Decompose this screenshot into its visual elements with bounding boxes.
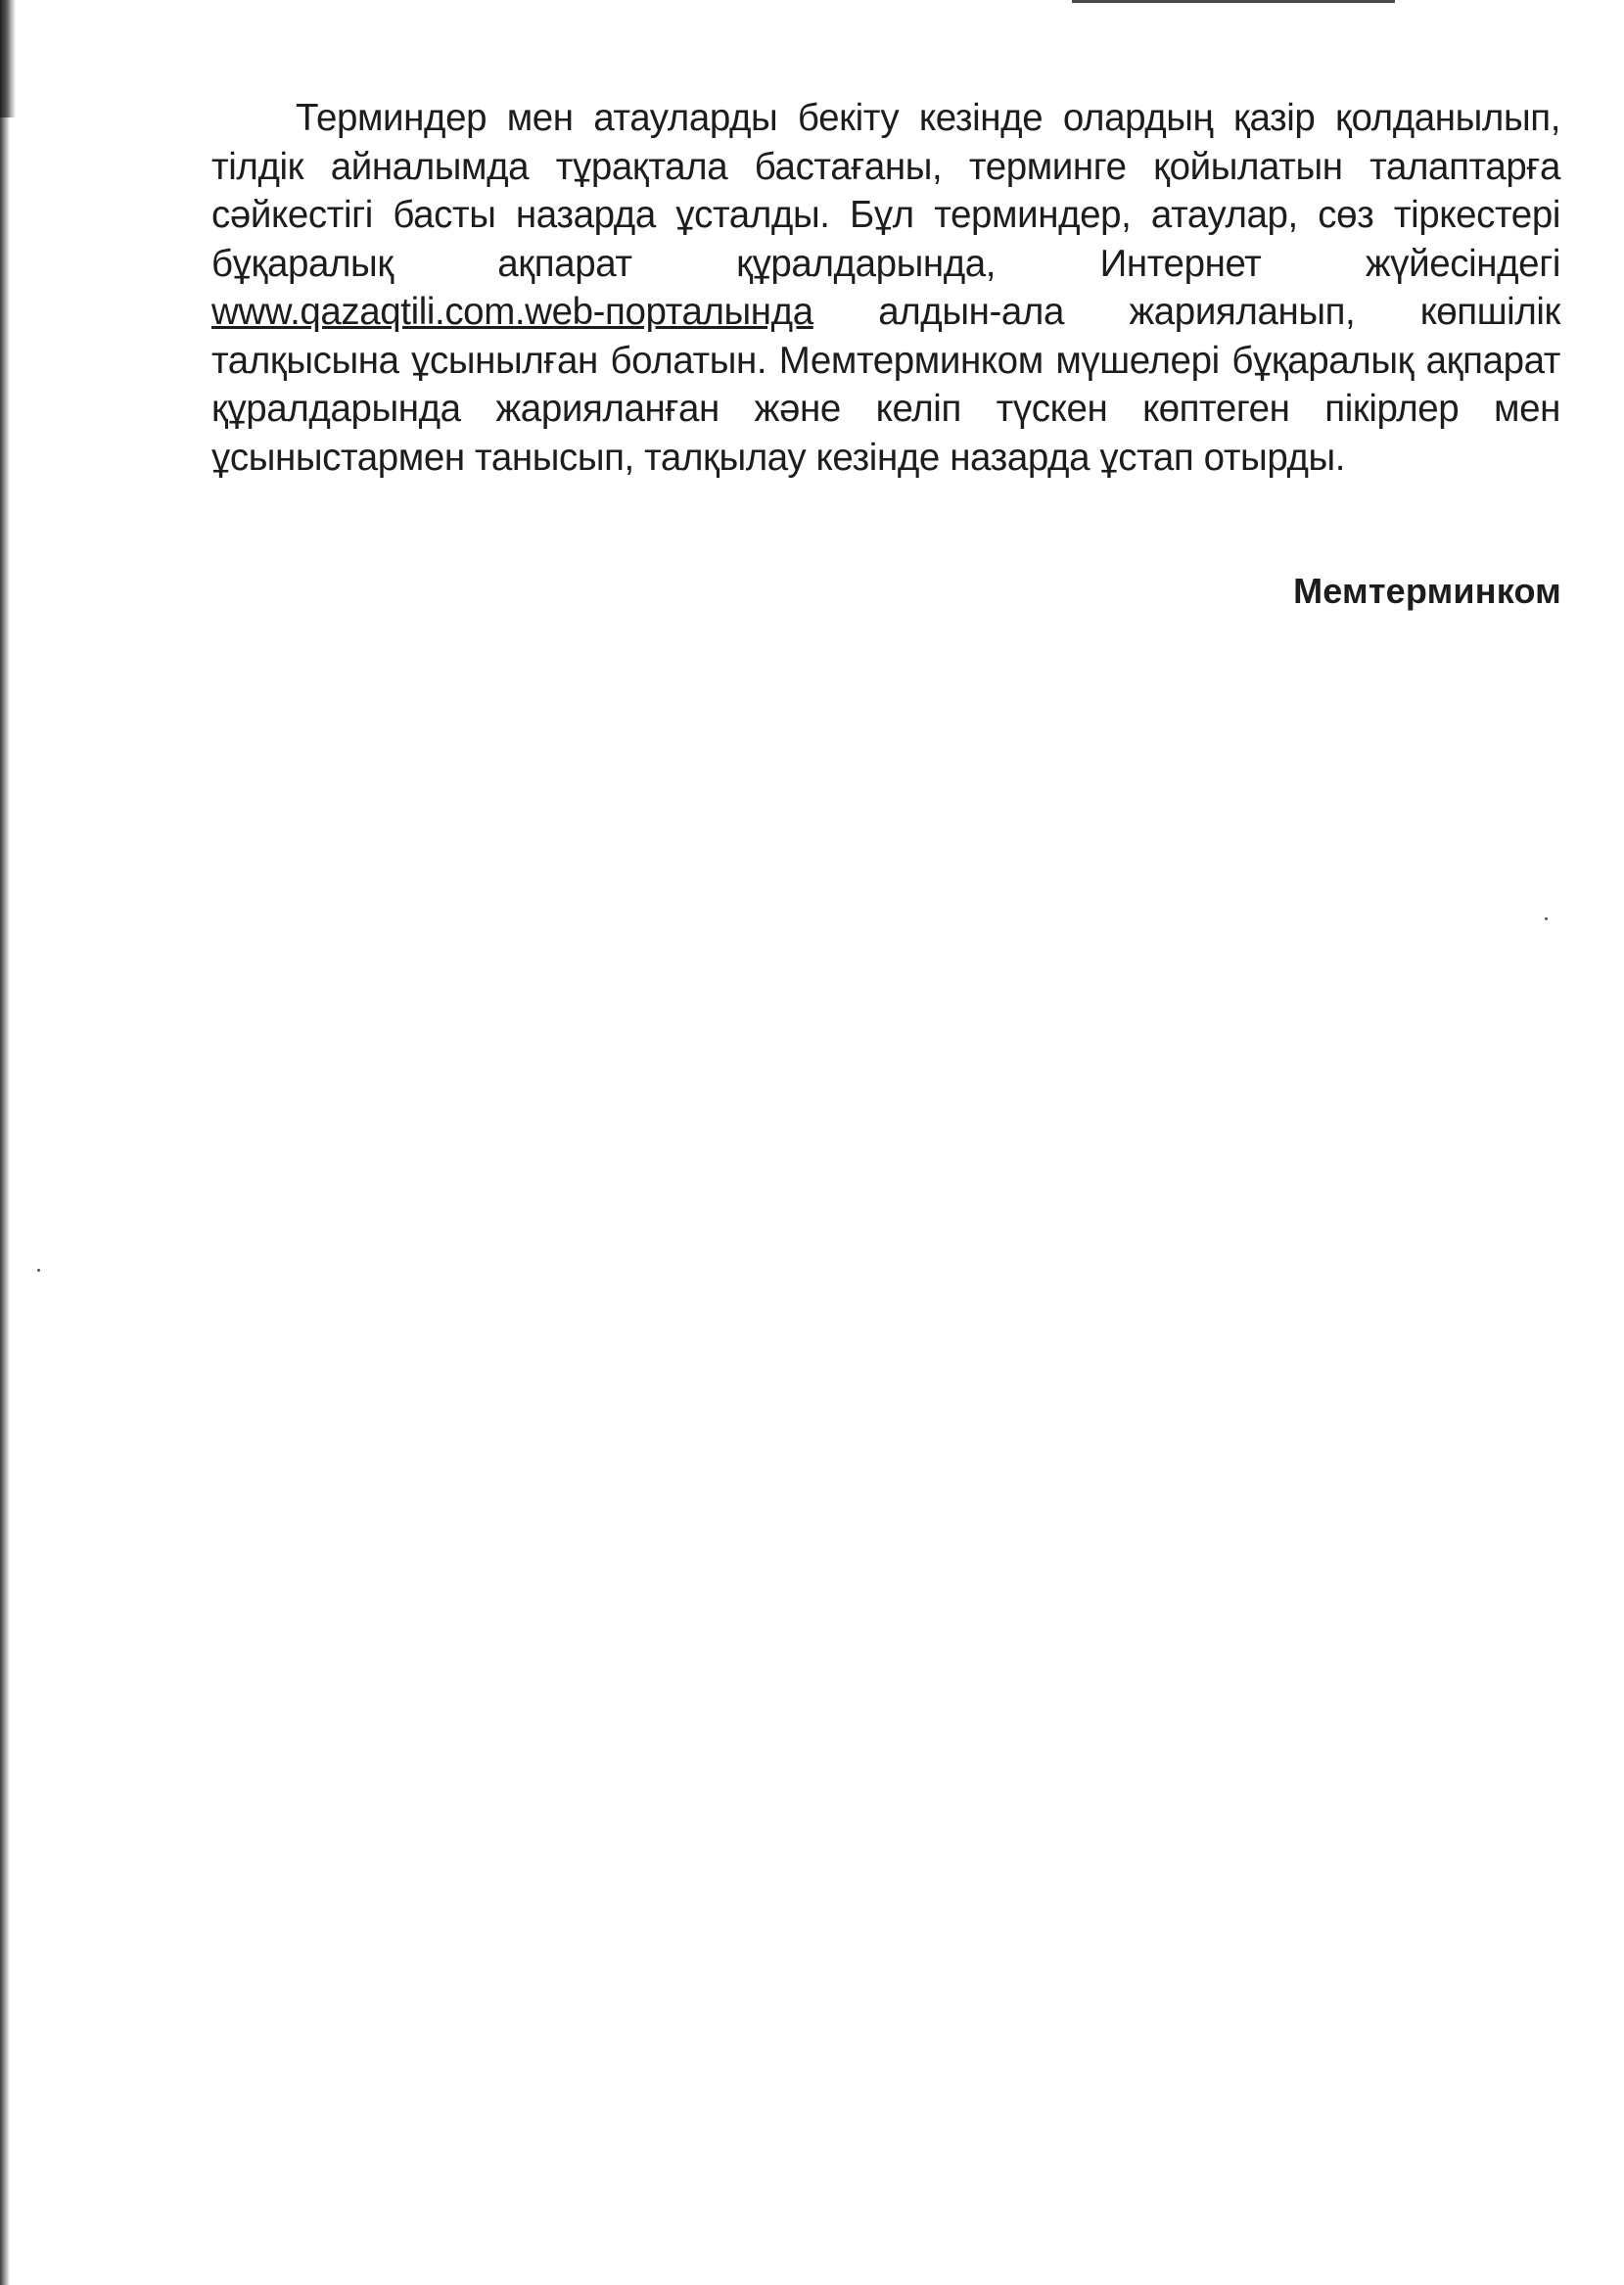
paragraph-text-end: алдын-ала жарияланып, көпшілік талқысына ұсынылған болатын. Мемтерминком мүшелері бұқаралық ақпарат құралдарында жарияланған және келіп түскен көптеген пікірлер мен ұсыныстармен танысып, талқылау кезінде назарда ұстап отырды. — [211, 291, 1560, 479]
paragraph-text-start: Терминдер мен атауларды бекіту кезінде олардың қазір қолданылып, тілдік айналымда тұрақтала бастағаны, терминге қойылатын талаптарға сәйкестігі басты назарда ұсталды. Бұл терминдер, атаулар, сөз тіркестері бұқаралық ақпарат құралдарында, Интернет жүйесіндегі — [211, 97, 1560, 285]
portal-link[interactable]: www.qazaqtili.com.web-порталында — [211, 291, 813, 333]
top-rule — [1072, 0, 1395, 3]
scan-speck — [37, 1269, 40, 1272]
scan-edge-shadow — [0, 0, 10, 2285]
scan-speck — [1545, 917, 1548, 920]
signature: Мемтерминком — [1293, 571, 1561, 611]
page-body — [211, 94, 1560, 482]
body-paragraph — [211, 94, 1560, 482]
scan-edge-shadow-top — [0, 0, 16, 117]
